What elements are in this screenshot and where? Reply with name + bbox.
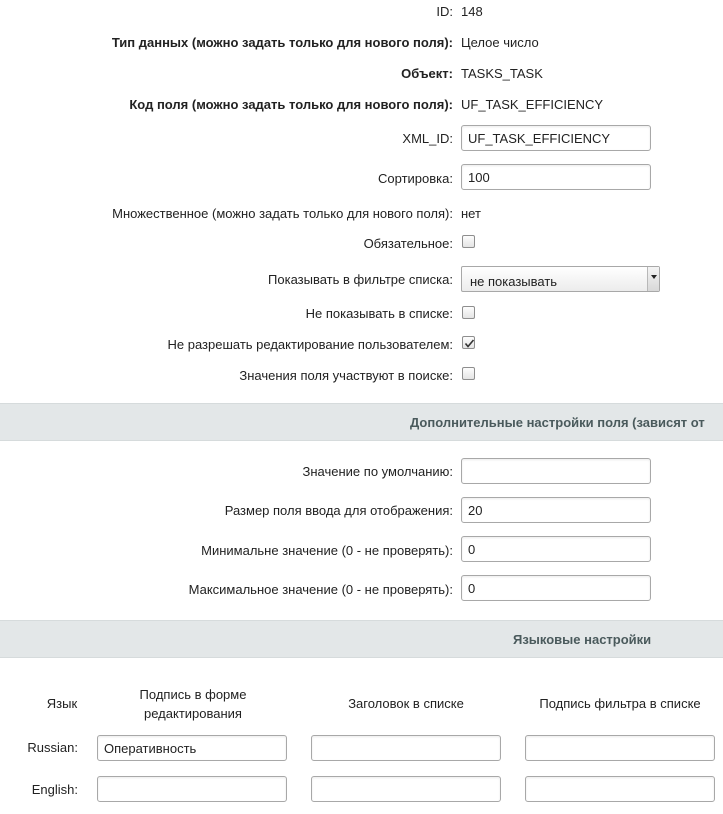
russian-filter-label-input[interactable] [525,735,715,761]
extra-settings-header [0,403,723,441]
id-value: 148 [461,4,483,19]
required-label: Обязательное: [363,236,453,251]
col-header-edit-line1: Подпись в форме [139,687,247,702]
col-header-edit [98,685,288,723]
chevron-down-icon[interactable] [647,267,659,291]
size-label: Размер поля ввода для отображения: [224,503,453,518]
lang-settings-title: Языковые настройки [513,632,652,647]
object-label: Объект: [401,66,453,81]
no-edit-checkbox[interactable] [462,336,475,349]
max-value-label: Максимальное значение (0 - не проверять): [188,582,453,597]
hide-in-list-checkbox[interactable] [462,306,475,319]
col-header-lang: Язык [46,696,78,711]
lang-settings-header [0,620,723,658]
col-header-list: Заголовок в списке [348,696,464,711]
english-filter-label-input[interactable] [525,776,715,802]
english-list-label-input[interactable] [311,776,501,802]
check-icon [463,337,476,350]
russian-list-label-input[interactable] [311,735,501,761]
data-type-value: Целое число [461,35,539,50]
multiple-label: Множественное (можно задать только для нового поля): [112,206,453,221]
hide-in-list-label: Не показывать в списке: [305,306,453,321]
data-type-label: Тип данных (можно задать только для нового поля): [111,35,453,50]
multiple-value: нет [461,206,481,221]
russian-edit-label-input[interactable] [97,735,287,761]
xml-id-label: XML_ID: [402,131,453,146]
id-label: ID: [436,4,453,19]
lang-row-label-russian: Russian: [27,740,78,755]
default-value-input[interactable] [461,458,651,484]
field-code-label: Код поля (можно задать только для нового поля): [129,97,453,112]
max-value-input[interactable] [461,575,651,601]
col-header-filter: Подпись фильтра в списке [539,696,701,711]
lang-row-label-english: English: [31,782,78,797]
col-header-edit-line2: редактирования [144,706,242,721]
default-value-label: Значение по умолчанию: [302,464,453,479]
extra-settings-title: Дополнительные настройки поля (зависят от [410,415,705,430]
sort-label: Сортировка: [378,171,453,186]
show-filter-selected: не показывать [470,274,558,289]
min-value-input[interactable] [461,536,651,562]
required-checkbox[interactable] [462,235,475,248]
show-filter-label: Показывать в фильтре списка: [268,272,453,287]
searchable-label: Значения поля участвуют в поиске: [239,368,453,383]
searchable-checkbox[interactable] [462,367,475,380]
english-edit-label-input[interactable] [97,776,287,802]
no-edit-label: Не разрешать редактирование пользователем: [167,337,453,352]
xml-id-input[interactable] [461,125,651,151]
show-filter-select[interactable] [461,266,660,292]
size-input[interactable] [461,497,651,523]
field-code-value: UF_TASK_EFFICIENCY [461,97,604,112]
object-value: TASKS_TASK [461,66,543,81]
min-value-label: Минимальне значение (0 - не проверять): [201,543,453,558]
sort-input[interactable] [461,164,651,190]
